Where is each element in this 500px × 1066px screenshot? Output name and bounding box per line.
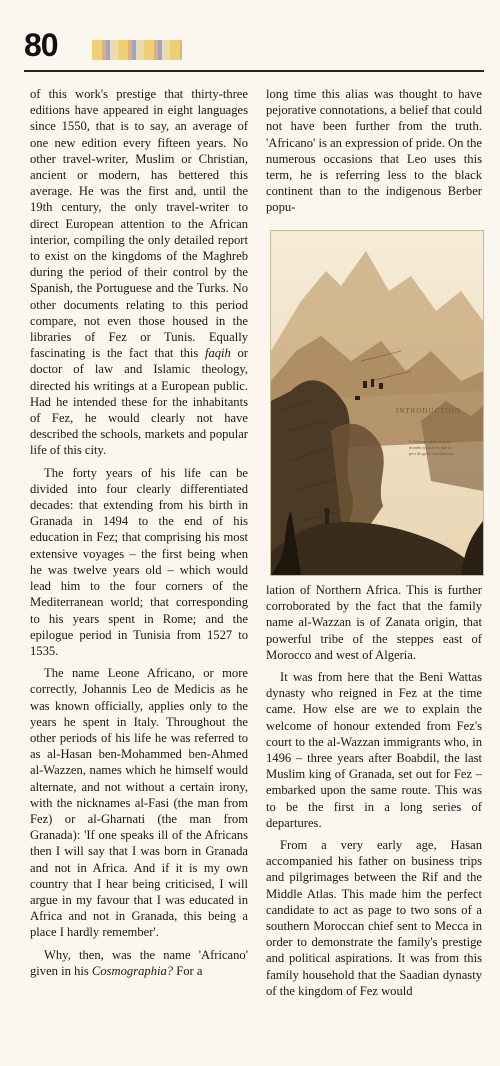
paragraph: It was from here that the Beni Wattas dynasty who reigned in Fez at the time came. How else are we to explain the welcome of honour extended from Fez's court to the al-Wazzan immigrants who, in 1496 – three years after Boabdil, the last Muslim king of Granada, set out for Fez – embarked upon the same route. This was to be the first in a long series of departures. [266, 670, 482, 830]
figure-caption-line: monde a parlé et que si [409, 445, 452, 450]
right-column-top [266, 86, 482, 222]
header-rule [24, 70, 484, 72]
header-ornament [92, 40, 182, 60]
italic-title: Cosmographia? [91, 963, 174, 978]
figure-caption-line: L'Afrique, dont tout le [409, 439, 451, 444]
paragraph: The forty years of his life can be divided into four clearly differentiated decades: that extending from his birth in Granada in 1494 to the end of his education in Fez; that comprising his most extensive voyages – the first being when he was twelve years old – which would lead him to the four corners of the Mediterranean world; that corresponding to his years spent in Rome; and the epilogue period in Tunisia from 1527 to 1535. [30, 465, 248, 658]
italic-term: faqih [204, 346, 231, 361]
paragraph [30, 86, 248, 459]
paragraph: long time this alias was thought to have pejorative connotations, a belief that could not have been further from the truth. 'Africano' is an expression of pride. On the numerous occasions that Leo uses this term, he is referring less to the black continent than to the indigenous Berber popu- [266, 87, 482, 215]
engraving-illustration [270, 230, 484, 576]
text-run: of this work's prestige that thirty-three editions have appeared in eight languages since 1550, that is to say, an average of one new edition every fifteen years. No other travel-writer, Muslim or Christian, ancient or modern, has bettered this average. He was the first and, until the 19th century, the only travel-writer to direct European attention to the African interior, compiling the only detailed report to exist on the kingdoms of the Maghreb during the period of their control by the Spanish, the Portuguese and the Turks. No other documents relating to this period compare, not even those housed in the libraries of Fez or Tunis. Equally fascinating is the fact that this [30, 87, 248, 361]
text-run: For a [173, 963, 203, 978]
paragraph: lation of Northern Africa. This is further corroborated by the fact that the family name al-Wazzan is of Zanata origin, that powerful tribe of the steppes east of Morocco and west of Algeria. [266, 583, 482, 662]
page-number: 80 [24, 27, 58, 63]
figure-caption-line: peu de gens connaissent. [409, 451, 455, 456]
paragraph [30, 947, 248, 979]
engraving-drawing [271, 231, 483, 575]
text-run: or doctor of law and Islamic theology, directed his writings at a European public. Had he intended these for the inhabitants of Fez, he would clearly not have described the schools, markets and popular life of this city. [30, 346, 248, 458]
paragraph: The name Leone Africano, or more correctly, Johannis Leo de Medicis as he was known officially, applies only to the years he spent in Italy. Throughout the other periods of his life he was referred to as al-Hasan ben-Mohammed ben-Ahmed al-Wazzen, names which he himself would alternate, and not without a certain irony, with the nicknames al-Fasi (the man from Fez) or al-Gharnati (the man from Granada): 'If one speaks ill of the Africans then I will say that I was born in Granada and not in Africa. And if it is my own country that I hear being criticised, I will argue in my favour that I was educated in Africa and not in Granada, this being a place I hardly remember'. [30, 666, 248, 940]
right-column-bottom [266, 582, 482, 1005]
figure-heading: INTRODUCTION. [396, 407, 464, 415]
page-header [24, 27, 484, 64]
paragraph: From a very early age, Hasan accompanied his father on business trips and pilgrimages between the Rif and the Middle Atlas. This made him the perfect candidate to act as page to two sons of a southern Moroccan chief sent to Mecca in order to demonstrate the family's prestige and political aspirations. It was from this family household that the Saadian dynasty of the kingdom of Fez would [266, 838, 482, 998]
text-run: Why, then, was the name 'Africano' given in his [30, 947, 248, 978]
left-column [30, 86, 248, 985]
